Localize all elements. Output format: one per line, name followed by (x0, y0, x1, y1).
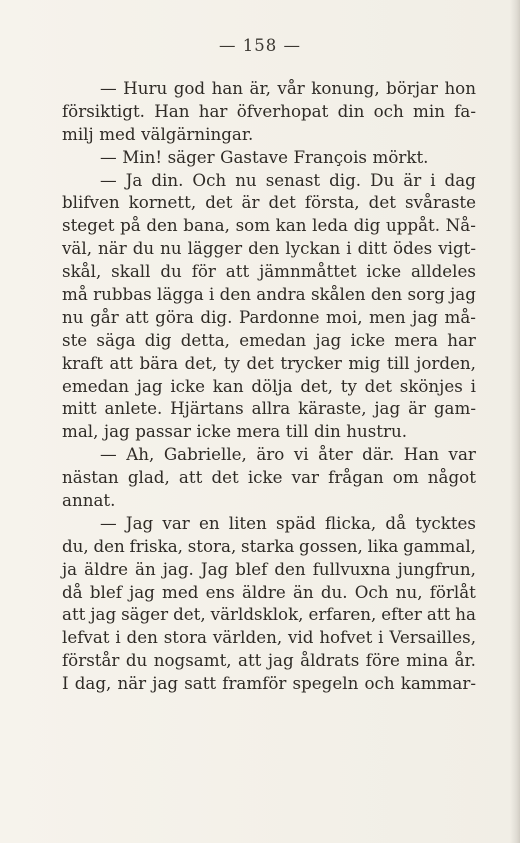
word: åldrats (300, 650, 360, 671)
word: jämnmåttet (259, 261, 357, 282)
word: den (126, 627, 158, 648)
text-line (62, 330, 476, 353)
word: det (205, 192, 233, 213)
word: nogsamt, (153, 650, 232, 671)
word: bära (139, 352, 179, 373)
word: ty (223, 352, 240, 373)
word: för (191, 261, 216, 282)
word: på (120, 215, 141, 236)
word: det (268, 192, 296, 213)
word: i (208, 284, 215, 305)
word: detta, (180, 329, 230, 350)
word: världsklok, (210, 604, 304, 625)
word: icke (170, 375, 206, 396)
text-line (62, 673, 476, 696)
word: Jag (200, 558, 229, 579)
word: med (162, 581, 199, 602)
word: dig (144, 329, 172, 350)
word: något (427, 467, 476, 488)
word: gammal, (403, 535, 476, 556)
word: är (403, 169, 422, 190)
word: dag (444, 169, 476, 190)
word: du (160, 261, 182, 282)
word: gossen, (299, 535, 363, 556)
word: svåraste (404, 192, 476, 213)
word: lefvat (62, 627, 110, 648)
word: hofvet (319, 627, 373, 648)
word: nästan (62, 467, 119, 488)
word: frågan (328, 467, 384, 488)
word: säger (121, 604, 169, 625)
word: nu (62, 306, 84, 327)
word: Gabrielle, (163, 444, 247, 465)
word: passar (135, 421, 191, 442)
word: Ah, (126, 444, 155, 465)
text-line (62, 238, 476, 261)
word: trycker (280, 352, 342, 373)
word: skönjes (399, 375, 463, 396)
word: kan (275, 215, 307, 236)
word: alldeles (410, 261, 476, 282)
word: god (173, 78, 206, 98)
word: Gastave (220, 146, 288, 167)
word: den (146, 215, 178, 236)
word: Nå- (445, 215, 476, 236)
word: dag, (74, 673, 112, 694)
text-line (62, 398, 476, 421)
word: andra (256, 284, 306, 305)
word: att (125, 306, 149, 327)
text-line (62, 192, 476, 215)
word: år. (454, 650, 476, 671)
word: Han (403, 444, 440, 465)
word: blef (89, 581, 122, 602)
word: men (369, 306, 406, 327)
word: äro (256, 444, 285, 465)
word: fa- (454, 100, 476, 121)
text-line (62, 421, 476, 444)
word: späd (275, 512, 316, 533)
text-line (62, 490, 476, 513)
word: käraste, (298, 398, 367, 419)
word: när (117, 673, 147, 694)
word: du. (320, 581, 348, 602)
word: ty (340, 375, 357, 396)
word: erfaren, (308, 604, 377, 625)
word: jag (129, 581, 155, 602)
word: då (62, 581, 83, 602)
word: världen, (212, 627, 283, 648)
word: hon (444, 78, 476, 98)
word: dölja (251, 375, 293, 396)
word: det (368, 192, 396, 213)
word: kornett, (128, 192, 197, 213)
text-line (62, 376, 476, 399)
word: Och (354, 581, 389, 602)
word: i (115, 627, 121, 648)
text-line (62, 444, 476, 467)
word: gam- (433, 398, 476, 419)
word: stora (163, 627, 207, 648)
word: äldre (241, 581, 286, 602)
word: kan (212, 375, 244, 396)
word: skålen (310, 284, 366, 305)
word: att (426, 604, 451, 625)
word: jag (152, 673, 179, 694)
word: mörkt. (372, 146, 429, 167)
word: glad, (127, 467, 170, 488)
word: är (241, 192, 260, 213)
word: — (100, 512, 117, 533)
word: jag (103, 421, 130, 442)
word: kammar- (400, 673, 476, 694)
word: tycktes (415, 512, 476, 533)
word: Pardonne (238, 306, 320, 327)
word: bana, (183, 215, 230, 236)
word: — (100, 444, 117, 465)
word: den (370, 284, 403, 305)
word: lyckan (285, 238, 341, 259)
word: säger (167, 146, 215, 167)
word: säga (96, 329, 136, 350)
text-line (62, 604, 476, 627)
word: icke (247, 467, 283, 488)
word: min (413, 100, 445, 121)
word: ja (62, 558, 78, 579)
word: steget (62, 215, 115, 236)
word: det (364, 375, 392, 396)
word: Min! (122, 146, 163, 167)
word: den (248, 238, 280, 259)
word: din (337, 100, 365, 121)
word: är (408, 398, 426, 419)
word: i (346, 238, 352, 259)
word: förstår (62, 650, 120, 671)
word: ha (455, 604, 476, 625)
word: öfverhopat (236, 100, 329, 121)
text-line (62, 261, 476, 284)
word: icke (350, 329, 386, 350)
word: uppåt. (385, 215, 441, 236)
word: vigt- (438, 238, 476, 259)
word: det, (173, 604, 206, 625)
word: framför (222, 673, 287, 694)
word: spegeln (292, 673, 359, 694)
word: var (291, 467, 320, 488)
word: jag (412, 306, 438, 327)
word: dig (353, 215, 381, 236)
word: skål, (62, 261, 102, 282)
word: må (62, 284, 88, 305)
word: lika (367, 535, 399, 556)
word: en (198, 512, 220, 533)
word: senast (265, 169, 321, 190)
word: går (90, 306, 119, 327)
word: Versailles, (389, 627, 476, 648)
text-line (62, 582, 476, 605)
word: blef (235, 558, 268, 579)
word: det, (184, 352, 218, 373)
word: att (62, 604, 86, 625)
word: med (99, 123, 136, 144)
word: rubbas (93, 284, 152, 305)
word: blifven (62, 192, 120, 213)
text-line (62, 536, 476, 559)
text-line (62, 559, 476, 582)
word: skall (111, 261, 151, 282)
word: i (378, 627, 384, 648)
word: den (274, 558, 306, 579)
word: du (125, 650, 148, 671)
word: till (386, 352, 410, 373)
word: mina (406, 650, 449, 671)
word: du (132, 238, 155, 259)
word: moi, (326, 306, 363, 327)
word: friska, (129, 535, 183, 556)
word: fullvuxna (312, 558, 391, 579)
word: ste (62, 329, 88, 350)
word: Och (192, 169, 227, 190)
word: äldre (84, 558, 128, 579)
word: allra (251, 398, 291, 419)
word: jag (90, 604, 117, 625)
text-line (62, 215, 476, 238)
text-line (62, 147, 476, 170)
word: icke (196, 421, 232, 442)
text-line (62, 284, 476, 307)
text-line (62, 78, 476, 101)
word: jungfrun, (397, 558, 476, 579)
word: har (198, 100, 228, 121)
word: leda (312, 215, 348, 236)
word: det (211, 467, 239, 488)
word: det, (300, 375, 333, 396)
word: din (313, 421, 341, 442)
word: du, (62, 535, 89, 556)
word: i (430, 169, 436, 190)
text-line (62, 627, 476, 650)
page-number: — 158 — (219, 36, 301, 55)
word: till (285, 421, 309, 442)
word: Du (370, 169, 395, 190)
word: jag (267, 650, 294, 671)
word: när (98, 238, 127, 259)
word: ödes (393, 238, 433, 259)
word: än (135, 558, 156, 579)
body-text (62, 78, 476, 696)
text-line (62, 513, 476, 536)
word: jag (315, 329, 342, 350)
word: emedan (239, 329, 307, 350)
text-line (62, 124, 476, 147)
word: liten (228, 512, 267, 533)
word: ens (205, 581, 235, 602)
word: jag (450, 284, 476, 305)
word: sorg (407, 284, 445, 305)
word: ditt (357, 238, 388, 259)
word: välgärningar. (141, 123, 254, 144)
word: där. (362, 444, 395, 465)
word: milj (62, 123, 94, 144)
word: förlåt (429, 581, 476, 602)
word: mig (348, 352, 381, 373)
word: lägga (157, 284, 204, 305)
word: att (109, 352, 133, 373)
word: — (100, 169, 117, 190)
word: är, (249, 78, 271, 98)
word: försiktigt. (62, 100, 145, 121)
word: var (162, 512, 190, 533)
word: lägger (187, 238, 243, 259)
word: som (235, 215, 271, 236)
word: göra (155, 306, 194, 327)
word: första, (304, 192, 360, 213)
text-line (62, 101, 476, 124)
word: starka (241, 535, 295, 556)
word: att (225, 261, 250, 282)
word: efter (381, 604, 422, 625)
text-line (62, 307, 476, 330)
word: det (246, 352, 274, 373)
text-line (62, 170, 476, 193)
word: vi (293, 444, 309, 465)
word: Huru (123, 78, 168, 98)
word: jag. (162, 558, 194, 579)
word: mal, (62, 421, 99, 442)
word: stora, (187, 535, 237, 556)
word: och (373, 100, 404, 121)
word: mera (394, 329, 438, 350)
word: nu (235, 169, 257, 190)
word: har (447, 329, 476, 350)
word: anlete. (104, 398, 163, 419)
word: emedan (62, 375, 129, 396)
word: den (219, 284, 251, 305)
word: än (292, 581, 314, 602)
word: dig. (200, 306, 233, 327)
word: i (470, 375, 476, 396)
word: mera (236, 421, 281, 442)
word: han (211, 78, 244, 98)
page-edge-shadow (510, 0, 520, 843)
word: mitt (62, 398, 97, 419)
word: konung, (311, 78, 380, 98)
text-line (62, 353, 476, 376)
text-line (62, 467, 476, 490)
word: nu, (395, 581, 423, 602)
word: kraft (62, 352, 103, 373)
word: då (385, 512, 407, 533)
word: vid (288, 627, 314, 648)
word: satt (184, 673, 217, 694)
word: — (100, 146, 117, 167)
word: och (364, 673, 395, 694)
word: före (365, 650, 400, 671)
word: var (448, 444, 476, 465)
word: jag (374, 398, 401, 419)
word: icke (366, 261, 402, 282)
word: jag (136, 375, 163, 396)
word: vår (277, 78, 305, 98)
word: François (293, 146, 367, 167)
word: börjar (386, 78, 438, 98)
word: dig. (329, 169, 362, 190)
word: att (178, 467, 203, 488)
text-line (62, 650, 476, 673)
word: om (392, 467, 419, 488)
word: I (62, 673, 69, 694)
word: hustru. (346, 421, 408, 442)
word: annat. (62, 490, 116, 511)
word: flicka, (325, 512, 377, 533)
word: må- (444, 306, 476, 327)
word: nu (160, 238, 182, 259)
word: Han (154, 100, 190, 121)
word: din. (151, 169, 184, 190)
word: Hjärtans (170, 398, 244, 419)
word: Ja (125, 169, 143, 190)
word: jorden, (416, 352, 476, 373)
word: att (238, 650, 262, 671)
word: åter (318, 444, 353, 465)
word: väl, (62, 238, 93, 259)
word: den (93, 535, 125, 556)
word: — (100, 78, 117, 98)
word: Jag (125, 512, 154, 533)
